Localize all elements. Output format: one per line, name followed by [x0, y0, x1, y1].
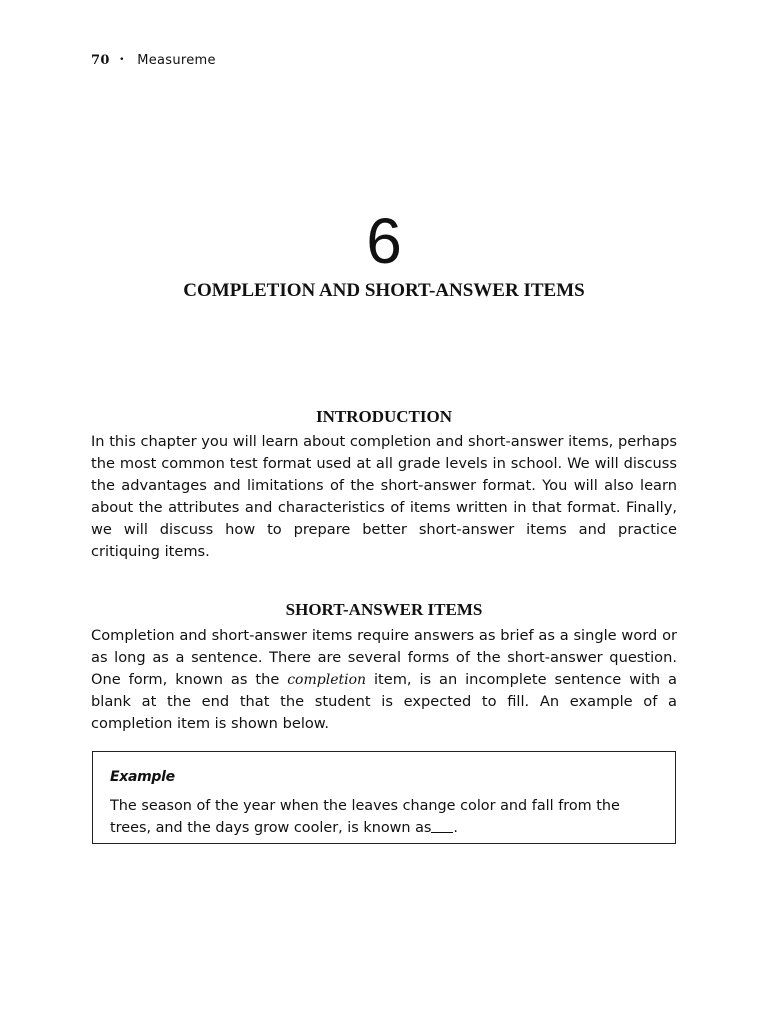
- example-sentence: The season of the year when the leaves change color and fall from the trees, and the days grow cooler, is known as: [110, 798, 620, 836]
- answer-blank: [431, 818, 453, 833]
- short-answer-text-after: item, is an incomplete sentence with a blank at the end that the student is expected to fill. An example of a completion item is shown below.: [91, 671, 677, 732]
- short-answer-heading: SHORT-ANSWER ITEMS: [285, 600, 483, 619]
- running-head: [91, 53, 216, 68]
- running-head-separator: •: [119, 55, 125, 65]
- example-end-punctuation: .: [453, 820, 458, 836]
- book-title: Measureme: [137, 53, 216, 68]
- completion-term: completion: [287, 672, 367, 688]
- chapter-title: COMPLETION AND SHORT-ANSWER ITEMS: [183, 280, 585, 301]
- short-answer-text-before: Completion and short-answer items require answers as brief as a single word or as long as a sentence. There are several forms of the short-answer question. One form, known as the: [91, 627, 677, 688]
- example-box: [92, 751, 676, 844]
- example-text: [110, 795, 662, 839]
- page-number: 70: [91, 53, 110, 68]
- chapter-number: 6: [366, 205, 402, 277]
- example-label: Example: [110, 769, 175, 785]
- short-answer-paragraph: [91, 625, 677, 735]
- introduction-heading: INTRODUCTION: [315, 407, 453, 426]
- introduction-paragraph: In this chapter you will learn about completion and short-answer items, perhaps the most common test format used at all grade levels in school. We will discuss the advantages and limitations of the short-answer format. You will also learn about the attributes and characteristics of items written in that format. Finally, we will discuss how to prepare better short-answer items and practice critiquing items.: [91, 433, 677, 560]
